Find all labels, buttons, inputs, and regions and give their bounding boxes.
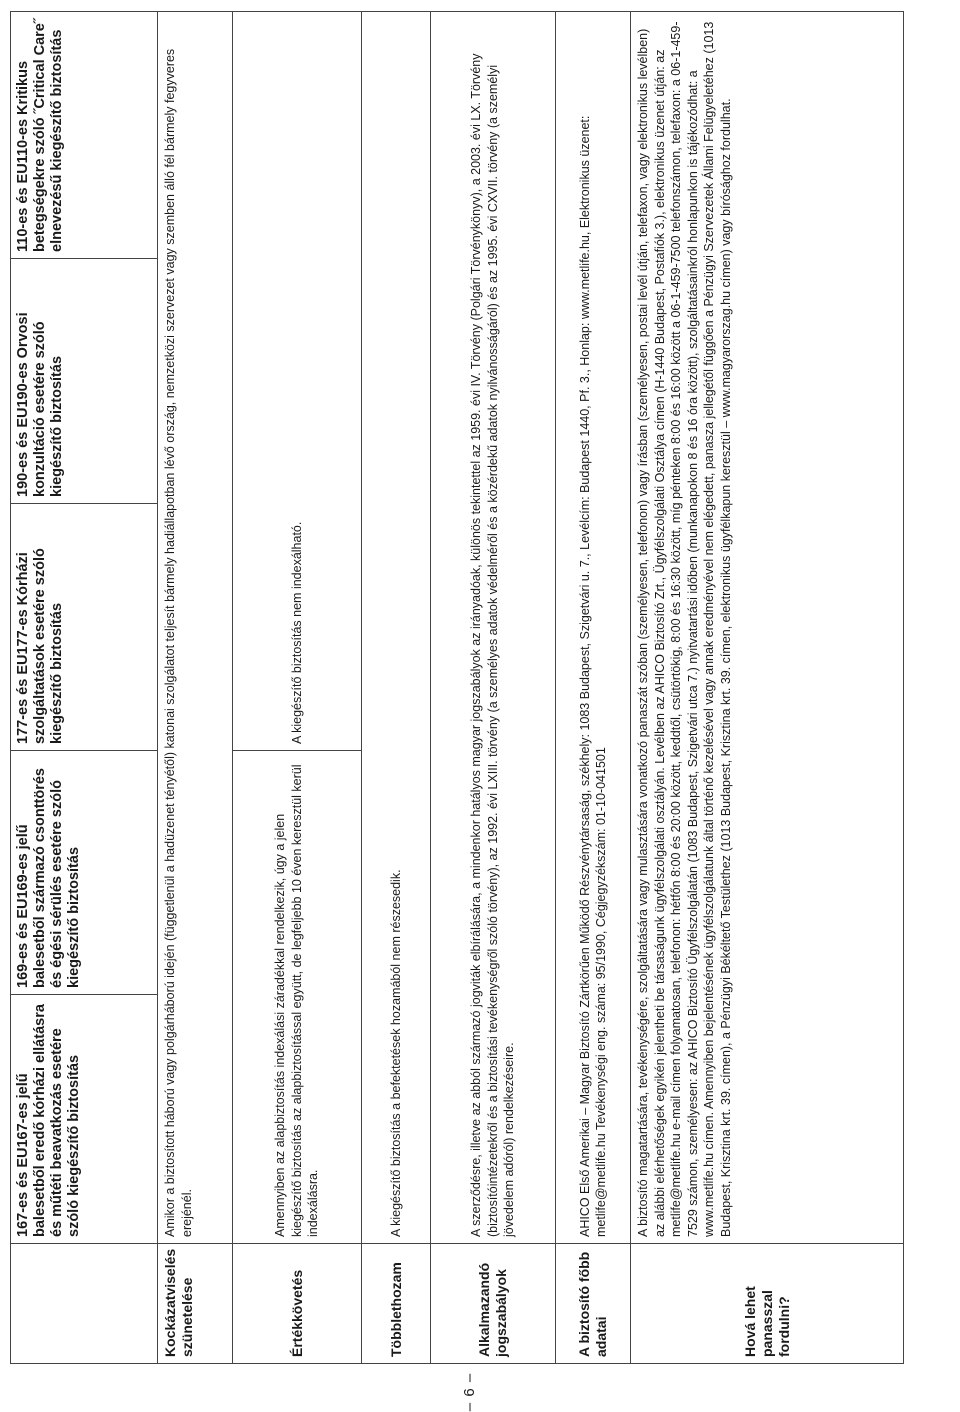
row-text-biztosito: AHICO Első Amerikai – Magyar Biztosító Zártkörűen Működő Részvénytársaság, székhely: 1083 Budapest, Szigetvári u. 7., Levélcím: Budapest 1440, Pf. 3., Honlap: www.metlife.hu, Elektronikus üzenet: metlife@metlife.hu Tevékenységi eng. száma: 95/1990, Cégjegyzékszám: 01-10-041501 [556,12,631,1244]
insurance-terms-table [10,11,904,1364]
row-label-panasz: Hová lehet panasszal fordulni? [631,1244,904,1364]
row-text-jogszabalyok: A szerződésre, illetve az abból származó jogviták elbírálására, a mindenkor hatályos magyar jogszabályok az irányadóak, különös tekintettel az 1959. évi IV. Törvény (Polgári Törvénykönyv), a 2003. évi LX. Törvény (biztosítóintézetekről és a biztosítási tevékenységről szóló törvény), az 1992. évi LXIII. törvény (a személyes adatok védelméről és a közérdekű adatok nyilvánosságáról) és az 1995. évi CXVII. törvény (a személyi jövedelem adóról) rendelkezéseire. [431,12,556,1244]
row-text-kockazatviseles: Amikor a biztosított háború vagy polgárháború idején (függetlenül a hadüzenet tényétől) katonai szolgálatot teljesít bármely hadiállapotban lévő ország, nemzetközi szervezet vagy szemben álló fél bármely fegyveres erejénél. [158,12,233,1244]
row-label-kockazatviseles: Kockázatviselés szünetelése [158,1244,233,1364]
header-col-167: 167-es és EU167-es jelű balesetből eredő kórházi ellátásra és műtéti beavatkozás esetére szóló kiegészítő biztosítás [11,995,158,1244]
header-col-190: 190-es és EU190-es Orvosi konzultáció esetére szóló kiegészítő biztosítás [11,259,158,504]
row-text-ertekkovetes-left: Amennyiben az alapbiztosítás indexálási záradékkal rendelkezik, úgy a jelen kiegészítő biztosítás az alapbiztosítással együtt, de legfeljebb 10 éven keresztül kerül indexálásra. [233,751,362,1244]
table-row [362,12,431,1364]
table-row [631,12,904,1364]
row-label-biztosito: A biztosító főbb adatai [556,1244,631,1364]
header-row [11,12,158,1364]
table-row [556,12,631,1364]
header-col-110: 110-es és EU110-es Kritikus betegségekre szóló ˝Critical Care˝ elnevezésű kiegészítő biztosítás [11,12,158,259]
header-empty-cell [11,1244,158,1364]
row-label-tobblethozam: Többlethozam [362,1244,431,1364]
row-text-ertekkovetes-right: A kiegészítő biztosítás nem indexálható. [233,12,362,751]
row-label-jogszabalyok: Alkalmazandó jogszabályok [431,1244,556,1364]
table-row [431,12,556,1364]
row-text-panasz: A biztosító magatartására, tevékenységére, szolgáltatására vagy mulasztására vonatkozó panaszát szóban (személyesen, telefonon) vagy írásban (személyesen, postai levél útján, telefaxon, vagy elektronikus levélben) az alábbi elérhetőségek egyikén jelentheti be társaságunk ügyfélszolgálati osztályán. Levélben az AHICO Biztosító Zrt., Ügyfélszolgálati Osztálya címen (H-1440 Budapest, Postafiók 3.), elektronikus üzenet útján: az metlife@metlife.hu e-mail címen folyamatosan, telefonon: hétfőn 8:00 és 20:00 között, keddtől, csütörtökig, 8:00 és 16:30 között, míg pénteken 8:00 és 16:00 között a 06-1-459-7500 telefonszámon, telefaxon: a 06-1-459-7529 számon, személyesen: az AHICO Biztosító Ügyfélszolgálatán (1083 Budapest, Szigetvári utca 7.) nyitvatartási időben (munkanapokon 8 és 16 óra között), szolgáltatásainkról honlapunkon is tájékozódhat: a www.metlife.hu címen. Amennyiben bejelentésének ügyfélszolgálatunk által történő kezelésével vagy annak eredményével nem elégedett, panasza jellegétől függően a Pénzügyi Szervezetek Állami Felügyeletéhez (1013 Budapest, Krisztina krt. 39. címen), a Pénzügyi Békéltető Testülethez (1013 Budapest, Krisztina krt. 39. címen, elektronikus ügyfélkapun keresztül – www.magyarorszag.hu címen) vagy bírósághoz fordulhat. [631,12,904,1244]
table-row [158,12,233,1364]
header-col-177: 177-es és EU177-es Kórházi szolgáltatások esetére szóló kiegészítő biztosítás [11,504,158,751]
row-label-ertekkovetes: Értékkövetés [233,1244,362,1364]
header-col-169: 169-es és EU169-es jelű balesetből származó csonttörés és égési sérülés esetére szóló kiegészítő biztosítás [11,751,158,995]
table-row [233,12,362,1364]
page-number: – 6 – [461,1372,478,1412]
row-text-tobblethozam: A kiegészítő biztosítás a befektetések hozamából nem részesedik. [362,12,431,1244]
